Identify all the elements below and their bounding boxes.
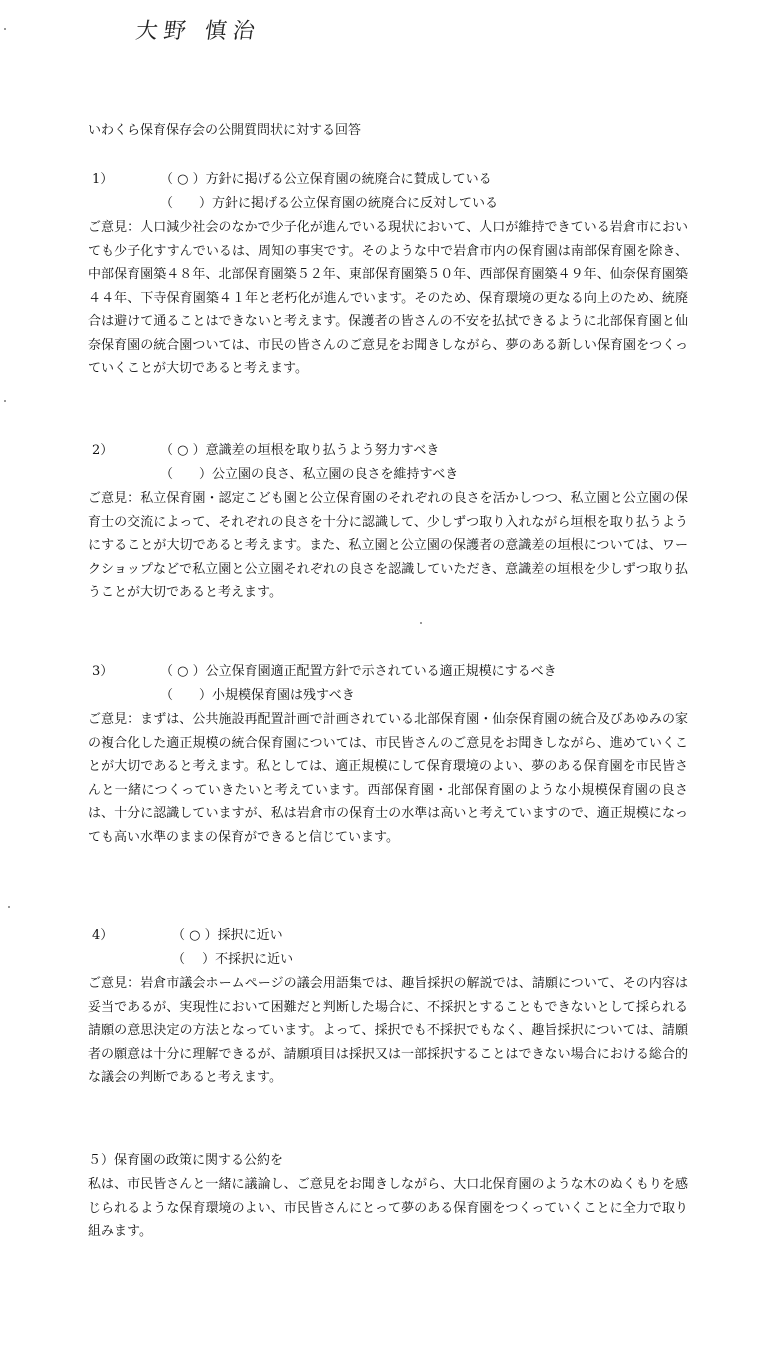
scan-speck	[420, 622, 422, 624]
scan-speck	[4, 400, 6, 402]
q1-number: 1）	[92, 172, 114, 187]
q2-opinion: ご意見：私立保育園・認定こども園と公立保育園のそれぞれの良さを活かしつつ、私立園と公立園の保育士の交流によって、それぞれの良さを十分に認識して、少しずつ取り入れながら垣根を取り払うようにすることが大切であると考えます。また、私立園と公立園の保護者の意識差の垣根については、ワークショップなどで私立園と公立園それぞれの良さを認識していただき、意識差の垣根を少しずつ取り払うことが大切であると考えます。	[88, 491, 688, 600]
q3-number: 3）	[92, 664, 114, 679]
q2-option-a: （ ○ ）意識差の垣根を取り払うよう努力すべき	[160, 443, 440, 458]
q2-number: 2）	[92, 443, 114, 458]
q3-option-b: （ ）小規模保育園は残すべき	[160, 688, 355, 703]
q1-opinion: ご意見：人口減少社会のなかで少子化が進んでいる現状において、人口が維持できている岩倉市においても少子化すすんでいるは、周知の事実です。そのような中で岩倉市内の保育園は南部保育園を除き、中部保育園築４８年、北部保育園築５２年、東部保育園築５０年、西部保育園築４９年、仙奈保育園築４４年、下寺保育園築４１年と老朽化が進んでいます。そのため、保育環境の更なる向上のため、統廃合は避けて通ることはできないと考えます。保護者の皆さんの不安を払拭できるように北部保育園と仙奈保育園の統合園ついては、市民の皆さんのご意見をお聞きしながら、夢のある新しい保育園をつくっていくことが大切であると考えます。	[88, 220, 688, 376]
q4-option-b: （ ）不採択に近い	[172, 952, 294, 967]
q5-heading: ５）保育園の政策に関する公約を	[88, 1153, 284, 1168]
document-title: いわくら保育保存会の公開質問状に対する回答	[88, 123, 362, 138]
q2-option-b: （ ）公立園の良さ、私立園の良さを維持すべき	[160, 467, 459, 482]
q1-option-a: （ ○ ）方針に掲げる公立保育園の統廃合に賛成している	[160, 172, 492, 187]
q1-option-b: （ ）方針に掲げる公立保育園の統廃合に反対している	[160, 196, 499, 211]
q3-opinion: ご意見：まずは、公共施設再配置計画で計画されている北部保育園・仙奈保育園の統合及びあゆみの家の複合化した適正規模の統合保育園については、市民皆さんのご意見をお聞きしながら、進めていくことが大切であると考えます。私としては、適正規模にして保育環境のよい、夢のある保育園を市民皆さんと一緒につくっていきたいと考えています。西部保育園・北部保育園のような小規模保育園の良さは、十分に認識していますが、私は岩倉市の保育士の水準は高いと考えていますので、適正規模になっても高い水準のままの保育ができると信じています。	[88, 712, 688, 845]
q4-opinion: ご意見：岩倉市議会ホームページの議会用語集では、趣旨採択の解説では、請願について、その内容は妥当であるが、実現性において困難だと判断した場合に、不採択とすることもできないとして採られる請願の意思決定の方法となっています。よって、採択でも不採択でもなく、趣旨採択については、請願者の願意は十分に理解できるが、請願項目は採択又は一部採択することはできない場合における総合的な議会の判断であると考えます。	[88, 976, 688, 1085]
q4-number: 4）	[92, 928, 114, 943]
scan-speck	[4, 28, 6, 30]
q4-option-a: （ ○ ）採択に近い	[172, 928, 283, 943]
q3-option-a: （ ○ ）公立保育園適正配置方針で示されている適正規模にするべき	[160, 664, 557, 679]
scan-speck	[8, 906, 10, 908]
handwritten-signature: 大野 慎治	[133, 19, 263, 44]
q5-text: 私は、市民皆さんと一緒に議論し、ご意見をお聞きしながら、大口北保育園のような木のぬくもりを感じられるような保育環境のよい、市民皆さんにとって夢のある保育園をつくっていくことに全力で取り組みます。	[88, 1177, 688, 1239]
